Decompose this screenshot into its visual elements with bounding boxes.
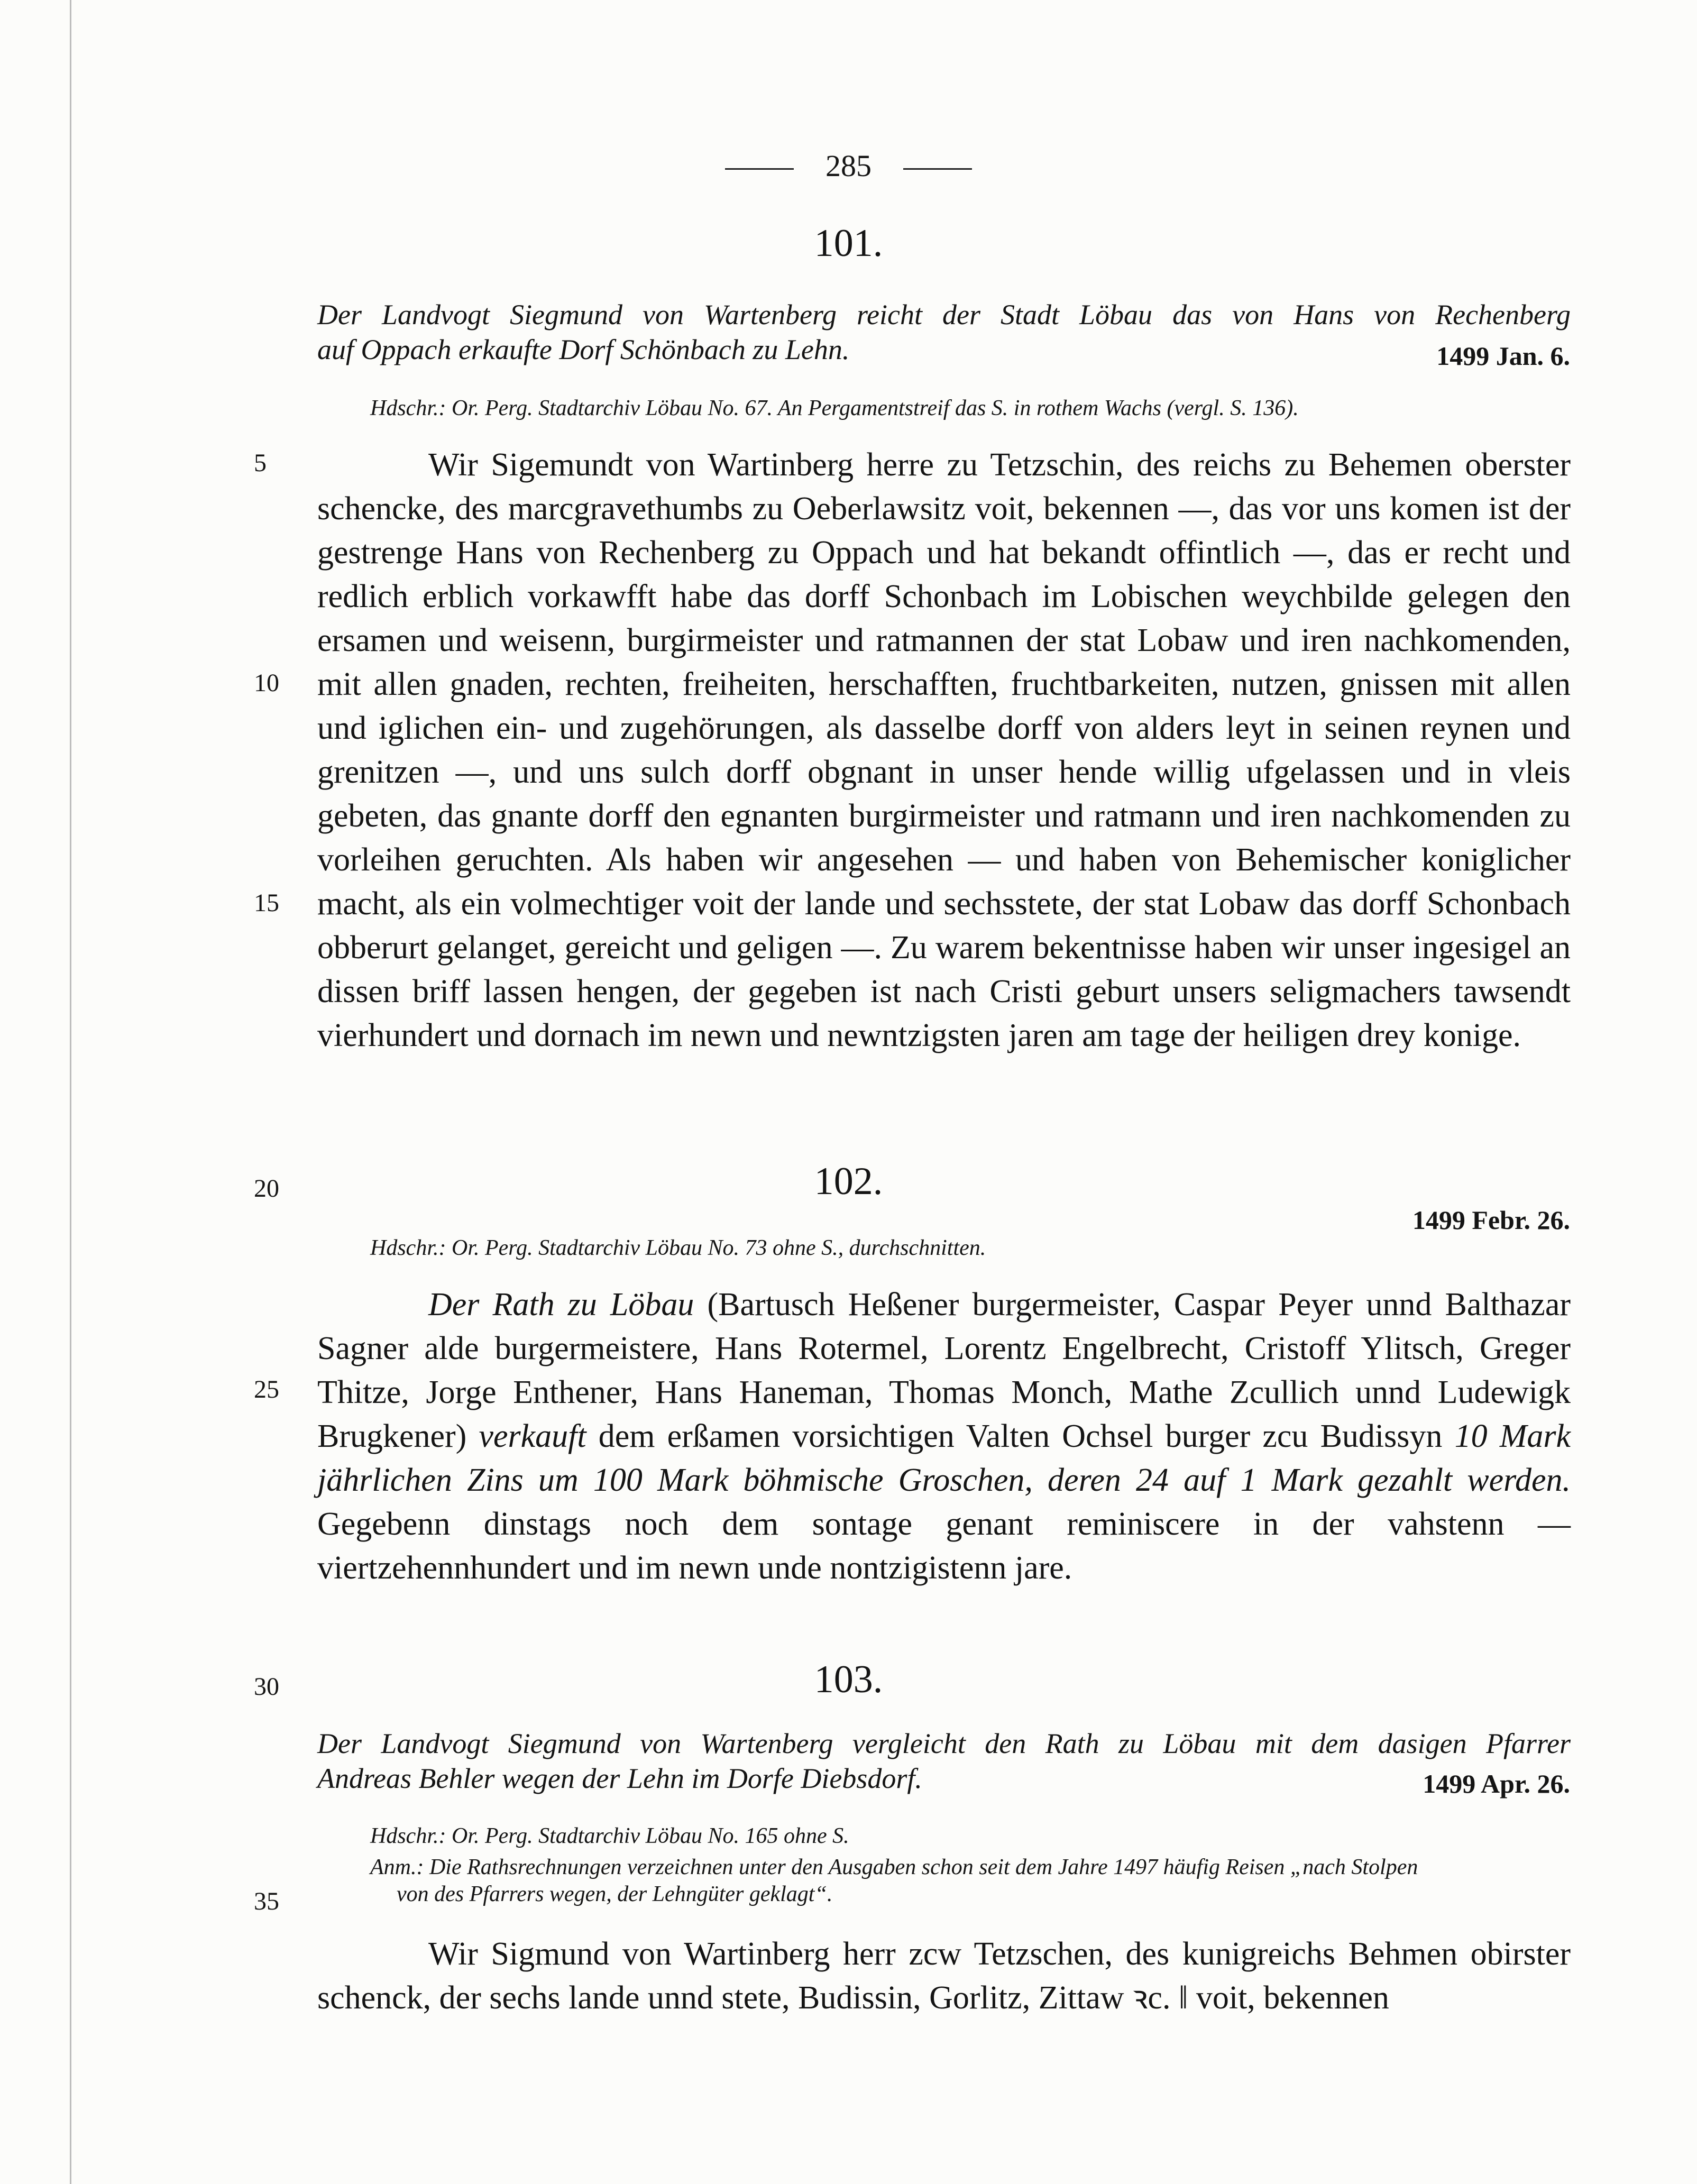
doc-103-note: Anm.: Die Rathsrechnungen verzeichnen unter den Ausgaben schon seit dem Jahre 1497 häufig Reisen „nach Stolpen bbox=[370, 1855, 1418, 1879]
doc-102-number: 102. bbox=[814, 1160, 883, 1203]
doc-103-date: 1499 Apr. 26. bbox=[1423, 1769, 1570, 1798]
doc-101-number: 101. bbox=[814, 222, 883, 265]
doc-101-text: Wir Sigemundt von Wartinberg herre zu Tetzschin, des reichs zu Behemen oberster schencke, des marcgravethumbs zu Oeberlawsitz voit, bekennen —, das vor uns komen ist der gestrenge Hans von Rechenberg zu Oppach und hat bekandt offintlich —, das er recht und redlich erblich vorkawfft habe das dorff Schonbach im Lobischen weychbilde gelegen den ersamen und weisenn, burgirmeister und ratmannen der stat Lobaw und iren nachkomenden, mit allen gnaden, rechten, freiheiten, herschafften, fruchtbarkeiten, nutzen, gnissen mit allen und iglichen ein- und zugehörungen, als dasselbe dorff von alders leyt in seinen reynen und grenitzen —, und uns sulch dorff obgnant in unser hende willig ufgelassen und in vleis gebeten, das gnante dorff den egnanten burgirmeister und ratmann und iren nachkomenden zu vorleihen geruchten. Als haben wir angesehen — und haben von Behemischer koniglicher macht, als ein volmechtiger voit der lande und sechsstete, der stat Lobaw das dorff Schonbach obberurt gelanget, gereicht und geligen —. Zu warem bekentnisse haben wir unser ingesigel an dissen briff lassen hengen, der gegeben ist nach Cristi geburt unsers seligmachers tawsendt vierhundert und dornach im newn und newntzigsten jaren am tage der heiligen drey konige. bbox=[317, 447, 1571, 1053]
line-number: 10 bbox=[254, 669, 279, 697]
doc-103-note-cont: von des Pfarrers wegen, der Lehngüter geklagt“. bbox=[397, 1882, 833, 1906]
doc-102-text bbox=[317, 1283, 1571, 1590]
doc-102-verb: verkauft bbox=[479, 1418, 586, 1454]
doc-102-text-part-3: Gegebenn dinstags noch dem sontage genant reminiscere in der vahstenn — viertzehennhundert und im newn unde nontzigistenn jare. bbox=[317, 1506, 1571, 1586]
doc-102-source: Hdschr.: Or. Perg. Stadtarchiv Löbau No. 73 ohne S., durchschnitten. bbox=[370, 1236, 986, 1260]
doc-102-text-part-1: (Bartusch Heßener burgermeister, Caspar Peyer unnd Balthazar Sagner alde burgermeistere, Hans Rotermel, Lorentz Engelbrecht, Cristoff Ylitsch, Greger Thitze, Jorge Enthener, Hans Haneman, Thomas Monch, Mathe Zcullich unnd Ludewigk Brugkener) bbox=[317, 1287, 1571, 1454]
doc-101-regest-last: auf Oppach erkaufte Dorf Schönbach zu Lehn. bbox=[317, 334, 850, 365]
line-number: 25 bbox=[254, 1375, 279, 1403]
doc-102-summary: 10 Mark jährlichen Zins um 100 Mark böhmische Groschen, deren 24 auf 1 Mark gezahlt werden. bbox=[317, 1418, 1571, 1498]
doc-101-regest: Der Landvogt Siegmund von Wartenberg reicht der Stadt Löbau das von Hans von Rechenberg bbox=[317, 299, 1571, 331]
line-number: 15 bbox=[254, 889, 279, 917]
header-rule-left bbox=[725, 168, 794, 170]
doc-103-regest-last: Andreas Behler wegen der Lehn im Dorfe Diebsdorf. bbox=[317, 1763, 922, 1794]
page-header bbox=[0, 148, 1697, 183]
doc-102-issuer: Der Rath zu Löbau bbox=[428, 1287, 694, 1323]
doc-101-source: Hdschr.: Or. Perg. Stadtarchiv Löbau No. 67. An Pergamentstreif das S. in rothem Wachs (vergl. S. 136). bbox=[370, 396, 1299, 420]
doc-101-date: 1499 Jan. 6. bbox=[1436, 341, 1570, 371]
header-rule-right bbox=[903, 168, 972, 170]
binding-edge bbox=[70, 0, 71, 2184]
doc-103-source: Hdschr.: Or. Perg. Stadtarchiv Löbau No. 165 ohne S. bbox=[370, 1824, 849, 1848]
doc-103-number: 103. bbox=[814, 1658, 883, 1701]
line-number: 35 bbox=[254, 1887, 279, 1915]
line-number: 5 bbox=[254, 449, 267, 477]
line-number: 30 bbox=[254, 1673, 279, 1701]
doc-102-text-part-2: dem erßamen vorsichtigen Valten Ochsel burger zcu Budissyn bbox=[586, 1418, 1455, 1454]
page-number: 285 bbox=[825, 149, 872, 183]
doc-103-text: Wir Sigmund von Wartinberg herr zcw Tetzschen, des kunigreichs Behmen obirster schenck, der sechs lande unnd stete, Budissin, Gorlitz, Zittaw ꝛc. ‖ voit, bekennen bbox=[317, 1936, 1571, 2016]
doc-102-date: 1499 Febr. 26. bbox=[1412, 1205, 1570, 1235]
doc-103-regest: Der Landvogt Siegmund von Wartenberg vergleicht den Rath zu Löbau mit dem dasigen Pfarrer bbox=[317, 1728, 1571, 1759]
line-number: 20 bbox=[254, 1174, 279, 1203]
